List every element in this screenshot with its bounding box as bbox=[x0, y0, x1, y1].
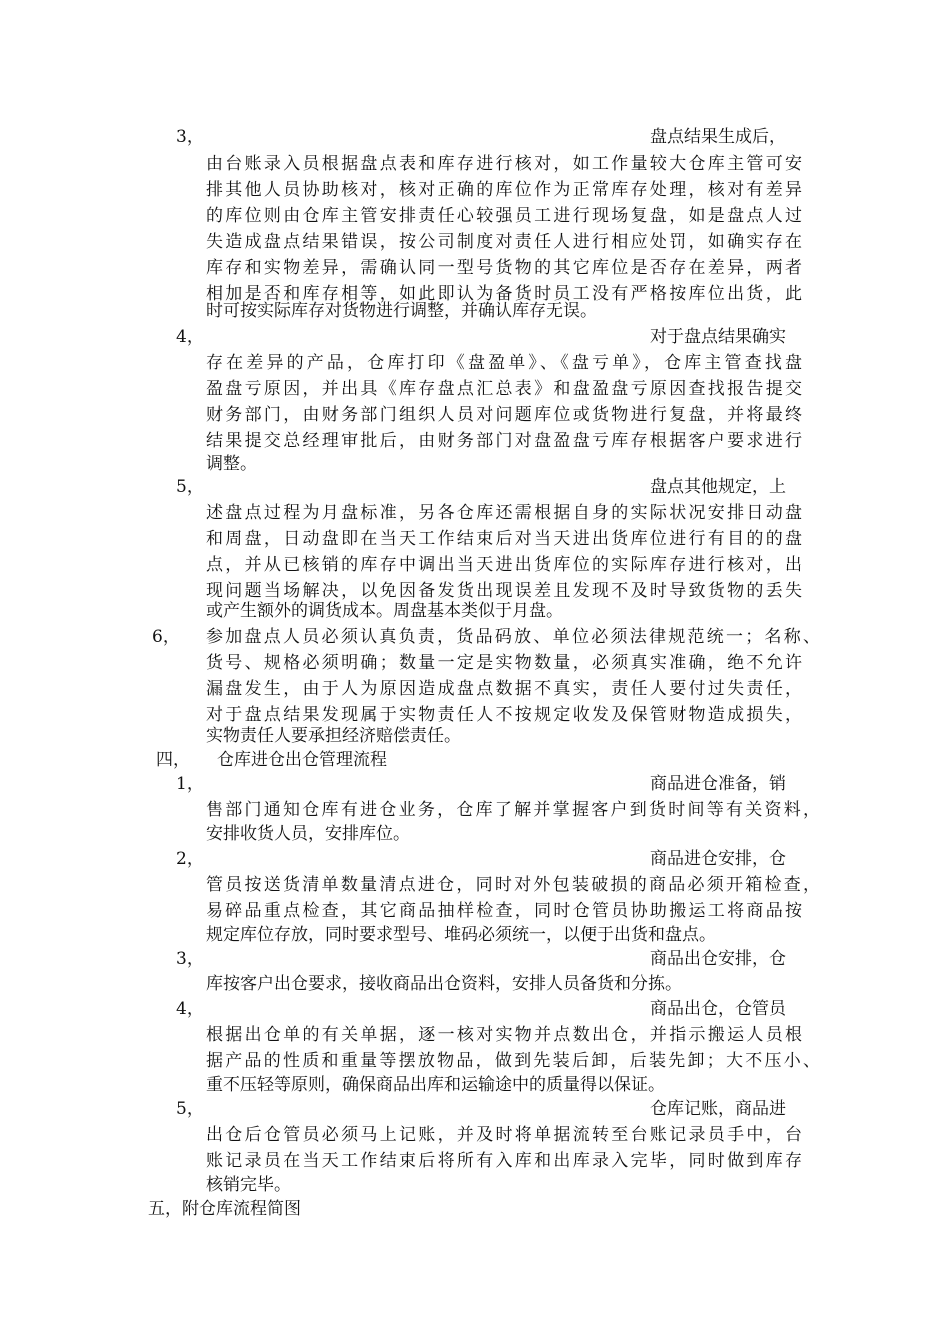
paragraph-line: 管员按送货清单数量清点进仓，同时对外包装破损的商品必须开箱检查， bbox=[206, 875, 823, 895]
paragraph-line: 时可按实际库存对货物进行调整，并确认库存无误。 bbox=[206, 301, 597, 321]
paragraph-line: 据产品的性质和重量等摆放物品，做到先装后卸，后装先卸；大不压小、 bbox=[206, 1051, 823, 1071]
paragraph-line: 调整。 bbox=[206, 454, 257, 474]
item-number: 3， bbox=[176, 127, 204, 147]
item-heading: 商品进仓安排，仓 bbox=[650, 849, 786, 869]
item-number: 1， bbox=[176, 774, 204, 794]
item-heading: 商品出仓安排，仓 bbox=[650, 949, 786, 969]
item-number: 6， bbox=[152, 627, 180, 647]
item-number: 4， bbox=[176, 327, 204, 347]
section-number: 四， bbox=[156, 750, 190, 770]
paragraph-line: 盈盘亏原因，并出具《库存盘点汇总表》和盘盈盘亏原因查找报告提交 bbox=[206, 379, 805, 399]
paragraph-line: 结果提交总经理审批后，由财务部门对盘盈盘亏库存根据客户要求进行 bbox=[206, 431, 805, 451]
paragraph-line: 对于盘点结果发现属于实物责任人不按规定收发及保管财物造成损失， bbox=[206, 705, 805, 725]
paragraph-line: 库按客户出仓要求，接收商品出仓资料，安排人员备货和分拣。 bbox=[206, 974, 682, 994]
paragraph-line: 库存和实物差异，需确认同一型号货物的其它库位是否存在差异，两者 bbox=[206, 258, 805, 278]
paragraph-line: 财务部门，由财务部门组织人员对问题库位或货物进行复盘，并将最终 bbox=[206, 405, 805, 425]
item-number: 2， bbox=[176, 849, 204, 869]
item-heading: 盘点其他规定，上 bbox=[650, 477, 786, 497]
section-title: 五，附仓库流程简图 bbox=[148, 1199, 301, 1219]
paragraph-line: 售部门通知仓库有进仓业务，仓库了解并掌握客户到货时间等有关资料， bbox=[206, 800, 823, 820]
paragraph-line: 根据出仓单的有关单据，逐一核对实物并点数出仓，并指示搬运人员根 bbox=[206, 1025, 805, 1045]
item-number: 5， bbox=[176, 477, 204, 497]
paragraph-line: 由台账录入员根据盘点表和库存进行核对，如工作量较大仓库主管可安 bbox=[206, 154, 805, 174]
section-title: 仓库进仓出仓管理流程 bbox=[217, 750, 387, 770]
paragraph-line: 规定库位存放，同时要求型号、堆码必须统一，以便于出货和盘点。 bbox=[206, 925, 716, 945]
item-heading: 商品进仓准备，销 bbox=[650, 774, 786, 794]
paragraph-line: 现问题当场解决，以免因备发货出现误差且发现不及时导致货物的丢失 bbox=[206, 581, 805, 601]
paragraph-line: 和周盘，日动盘即在当天工作结束后对当天进出货库位进行有目的的盘 bbox=[206, 529, 805, 549]
paragraph-line: 实物责任人要承担经济赔偿责任。 bbox=[206, 726, 461, 746]
paragraph-line: 排其他人员协助核对，核对正确的库位作为正常库存处理，核对有差异 bbox=[206, 180, 805, 200]
paragraph-line: 点，并从已核销的库存中调出当天进出货库位的实际库存进行核对，出 bbox=[206, 555, 805, 575]
paragraph-line: 述盘点过程为月盘标准，另各仓库还需根据自身的实际状况安排日动盘 bbox=[206, 503, 805, 523]
item-heading: 对于盘点结果确实 bbox=[650, 327, 786, 347]
paragraph-line: 相加是否和库存相等，如此即认为备货时员工没有严格按库位出货，此 bbox=[206, 284, 805, 304]
paragraph-line: 参加盘点人员必须认真负责，货品码放、单位必须法律规范统一；名称、 bbox=[206, 627, 823, 647]
paragraph-line: 易碎品重点检查，其它商品抽样检查，同时仓管员协助搬运工将商品按 bbox=[206, 901, 805, 921]
paragraph-line: 失造成盘点结果错误，按公司制度对责任人进行相应处罚，如确实存在 bbox=[206, 232, 805, 252]
item-number: 5， bbox=[176, 1099, 204, 1119]
paragraph-line: 或产生额外的调货成本。周盘基本类似于月盘。 bbox=[206, 601, 563, 621]
paragraph-line: 存在差异的产品，仓库打印《盘盈单》、《盘亏单》，仓库主管查找盘 bbox=[206, 353, 806, 373]
paragraph-line: 出仓后仓管员必须马上记账，并及时将单据流转至台账记录员手中，台 bbox=[206, 1125, 805, 1145]
item-heading: 盘点结果生成后， bbox=[650, 127, 786, 147]
paragraph-line: 安排收货人员，安排库位。 bbox=[206, 824, 410, 844]
paragraph-line: 核销完毕。 bbox=[206, 1175, 291, 1195]
paragraph-line: 货号、规格必须明确；数量一定是实物数量，必须真实准确，绝不允许 bbox=[206, 653, 805, 673]
paragraph-line: 漏盘发生，由于人为原因造成盘点数据不真实，责任人要付过失责任， bbox=[206, 679, 805, 699]
paragraph-line: 的库位则由仓库主管安排责任心较强员工进行现场复盘，如是盘点人过 bbox=[206, 206, 805, 226]
item-heading: 仓库记账，商品进 bbox=[650, 1099, 786, 1119]
paragraph-line: 重不压轻等原则，确保商品出库和运输途中的质量得以保证。 bbox=[206, 1075, 665, 1095]
item-number: 4， bbox=[176, 999, 204, 1019]
item-heading: 商品出仓，仓管员 bbox=[650, 999, 786, 1019]
paragraph-line: 账记录员在当天工作结束后将所有入库和出库录入完毕，同时做到库存 bbox=[206, 1151, 805, 1171]
item-number: 3， bbox=[176, 949, 204, 969]
